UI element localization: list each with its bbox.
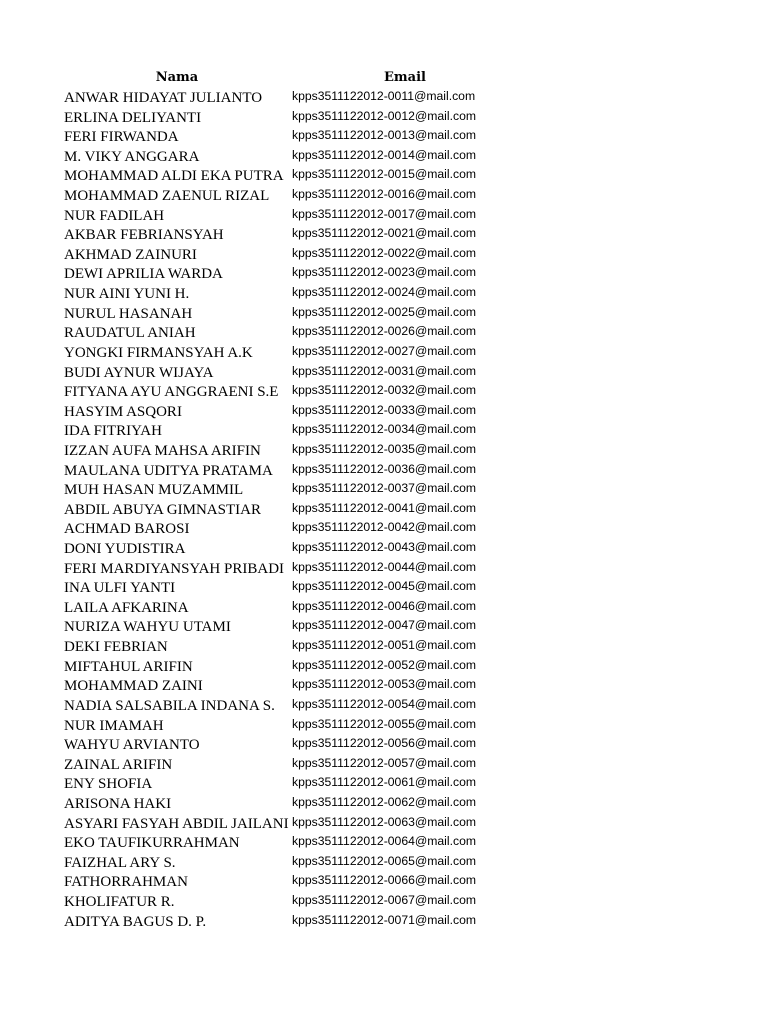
cell-nama: FAIZHAL ARY S. — [64, 854, 176, 871]
cell-nama: AKBAR FEBRIANSYAH — [64, 227, 224, 244]
cell-nama: MOHAMMAD ZAENUL RIZAL — [64, 188, 270, 205]
cell-email: kpps3511122012-0035@mail.com — [292, 441, 477, 456]
cell-email: kpps3511122012-0045@mail.com — [292, 579, 477, 594]
table-row — [0, 833, 768, 853]
table-row — [0, 441, 768, 461]
cell-nama: INA ULFI YANTI — [64, 580, 176, 597]
cell-email: kpps3511122012-0015@mail.com — [292, 167, 477, 182]
cell-email: kpps3511122012-0036@mail.com — [292, 461, 477, 476]
table-row — [0, 284, 768, 304]
cell-email: kpps3511122012-0057@mail.com — [292, 755, 477, 770]
table-row — [0, 912, 768, 932]
table-row — [0, 304, 768, 324]
cell-email: kpps3511122012-0013@mail.com — [292, 128, 477, 143]
cell-email: kpps3511122012-0055@mail.com — [292, 716, 477, 731]
table-row — [0, 245, 768, 265]
cell-email: kpps3511122012-0017@mail.com — [292, 206, 477, 221]
cell-nama: NADIA SALSABILA INDANA S. — [64, 697, 275, 714]
cell-nama: MOHAMMAD ZAINI — [64, 678, 203, 695]
cell-email: kpps3511122012-0033@mail.com — [292, 402, 477, 417]
cell-email: kpps3511122012-0054@mail.com — [292, 696, 477, 711]
cell-nama: KHOLIFATUR R. — [64, 893, 175, 910]
table-row — [0, 343, 768, 363]
cell-email: kpps3511122012-0066@mail.com — [292, 873, 477, 888]
cell-nama: ENY SHOFIA — [64, 776, 153, 793]
cell-nama: MOHAMMAD ALDI EKA PUTRA — [64, 168, 284, 185]
table-row — [0, 186, 768, 206]
table-row — [0, 716, 768, 736]
cell-email: kpps3511122012-0021@mail.com — [292, 226, 477, 241]
cell-email: kpps3511122012-0031@mail.com — [292, 363, 477, 378]
table-row — [0, 382, 768, 402]
cell-email: kpps3511122012-0037@mail.com — [292, 481, 477, 496]
cell-nama: ABDIL ABUYA GIMNASTIAR — [64, 501, 261, 518]
table-row — [0, 814, 768, 834]
cell-email: kpps3511122012-0034@mail.com — [292, 422, 477, 437]
cell-email: kpps3511122012-0012@mail.com — [292, 108, 477, 123]
table-row — [0, 735, 768, 755]
table-row — [0, 402, 768, 422]
table-row — [0, 127, 768, 147]
cell-nama: FITYANA AYU ANGGRAENI S.E — [64, 384, 279, 401]
table-row — [0, 539, 768, 559]
cell-nama: MIFTAHUL ARIFIN — [64, 658, 193, 675]
table-row — [0, 264, 768, 284]
cell-email: kpps3511122012-0071@mail.com — [292, 912, 477, 927]
cell-nama: NUR AINI YUNI H. — [64, 286, 190, 303]
cell-nama: ASYARI FASYAH ABDIL JAILANI — [64, 815, 289, 832]
table-row — [0, 147, 768, 167]
cell-email: kpps3511122012-0043@mail.com — [292, 540, 477, 555]
cell-nama: M. VIKY ANGGARA — [64, 148, 200, 165]
table-row — [0, 637, 768, 657]
cell-email: kpps3511122012-0011@mail.com — [292, 89, 476, 103]
cell-nama: EKO TAUFIKURRAHMAN — [64, 835, 240, 852]
column-header-email: Email — [384, 70, 426, 85]
table-row — [0, 598, 768, 618]
cell-nama: FERI MARDIYANSYAH PRIBADI — [64, 560, 285, 577]
cell-nama: NURIZA WAHYU UTAMI — [64, 619, 231, 636]
cell-nama: DONI YUDISTIRA — [64, 541, 186, 558]
table-row — [0, 461, 768, 481]
cell-email: kpps3511122012-0067@mail.com — [292, 892, 477, 907]
cell-email: kpps3511122012-0052@mail.com — [292, 657, 477, 672]
cell-email: kpps3511122012-0046@mail.com — [292, 598, 477, 613]
cell-nama: ANWAR HIDAYAT JULIANTO — [64, 90, 263, 106]
cell-email: kpps3511122012-0023@mail.com — [292, 265, 477, 280]
cell-nama: NUR FADILAH — [64, 207, 165, 224]
cell-nama: ADITYA BAGUS D. P. — [64, 913, 207, 930]
table-row — [0, 225, 768, 245]
table-row — [0, 794, 768, 814]
cell-email: kpps3511122012-0056@mail.com — [292, 736, 477, 751]
cell-email: kpps3511122012-0047@mail.com — [292, 618, 477, 633]
cell-nama: HASYIM ASQORI — [64, 403, 182, 420]
table-row — [0, 617, 768, 637]
cell-email: kpps3511122012-0061@mail.com — [292, 775, 477, 790]
table-row — [0, 872, 768, 892]
cell-email: kpps3511122012-0026@mail.com — [292, 324, 477, 339]
table-header-row — [0, 68, 768, 88]
cell-email: kpps3511122012-0051@mail.com — [292, 638, 477, 653]
cell-nama: IDA FITRIYAH — [64, 423, 162, 440]
cell-email: kpps3511122012-0016@mail.com — [292, 187, 477, 202]
table-row — [0, 480, 768, 500]
cell-nama: IZZAN AUFA MAHSA ARIFIN — [64, 442, 261, 459]
table-row — [0, 323, 768, 343]
table-row — [0, 166, 768, 186]
cell-email: kpps3511122012-0014@mail.com — [292, 147, 477, 162]
table-row — [0, 363, 768, 383]
cell-email: kpps3511122012-0025@mail.com — [292, 304, 477, 319]
cell-nama: LAILA AFKARINA — [64, 599, 189, 616]
table-row — [0, 500, 768, 520]
cell-nama: DEKI FEBRIAN — [64, 639, 168, 656]
table-row — [0, 755, 768, 775]
cell-email: kpps3511122012-0065@mail.com — [292, 853, 477, 868]
table-row — [0, 578, 768, 598]
cell-email: kpps3511122012-0053@mail.com — [292, 677, 477, 692]
table-row — [0, 774, 768, 794]
cell-email: kpps3511122012-0027@mail.com — [292, 343, 477, 358]
table-row — [0, 559, 768, 579]
cell-nama: FATHORRAHMAN — [64, 874, 188, 891]
table-row — [0, 206, 768, 226]
cell-nama: NUR IMAMAH — [64, 717, 164, 734]
table-row — [0, 657, 768, 677]
table-body — [0, 88, 768, 931]
table-row — [0, 892, 768, 912]
cell-nama: FERI FIRWANDA — [64, 129, 179, 146]
cell-nama: DEWI APRILIA WARDA — [64, 266, 223, 283]
cell-nama: WAHYU ARVIANTO — [64, 737, 200, 754]
cell-nama: BUDI AYNUR WIJAYA — [64, 364, 214, 381]
table-row — [0, 519, 768, 539]
table-row — [0, 88, 768, 108]
cell-email: kpps3511122012-0044@mail.com — [292, 559, 477, 574]
cell-nama: NURUL HASANAH — [64, 305, 193, 322]
cell-email: kpps3511122012-0064@mail.com — [292, 834, 477, 849]
cell-nama: AKHMAD ZAINURI — [64, 246, 197, 263]
cell-nama: YONGKI FIRMANSYAH A.K — [64, 344, 253, 361]
cell-nama: ACHMAD BAROSI — [64, 521, 190, 538]
cell-email: kpps3511122012-0022@mail.com — [292, 245, 477, 260]
cell-email: kpps3511122012-0062@mail.com — [292, 794, 477, 809]
table-row — [0, 676, 768, 696]
cell-email: kpps3511122012-0041@mail.com — [292, 500, 477, 515]
cell-email: kpps3511122012-0042@mail.com — [292, 520, 477, 535]
table-row — [0, 696, 768, 716]
cell-nama: ERLINA DELIYANTI — [64, 109, 202, 126]
cell-nama: ARISONA HAKI — [64, 795, 172, 812]
cell-nama: ZAINAL ARIFIN — [64, 756, 173, 773]
cell-nama: MAULANA UDITYA PRATAMA — [64, 462, 273, 479]
cell-email: kpps3511122012-0063@mail.com — [292, 814, 477, 829]
cell-email: kpps3511122012-0032@mail.com — [292, 383, 477, 398]
cell-nama: RAUDATUL ANIAH — [64, 325, 196, 342]
cell-email: kpps3511122012-0024@mail.com — [292, 285, 477, 300]
table-row — [0, 853, 768, 873]
cell-nama: MUH HASAN MUZAMMIL — [64, 482, 244, 499]
table-row — [0, 421, 768, 441]
column-header-nama: Nama — [155, 70, 199, 85]
table-row — [0, 108, 768, 128]
